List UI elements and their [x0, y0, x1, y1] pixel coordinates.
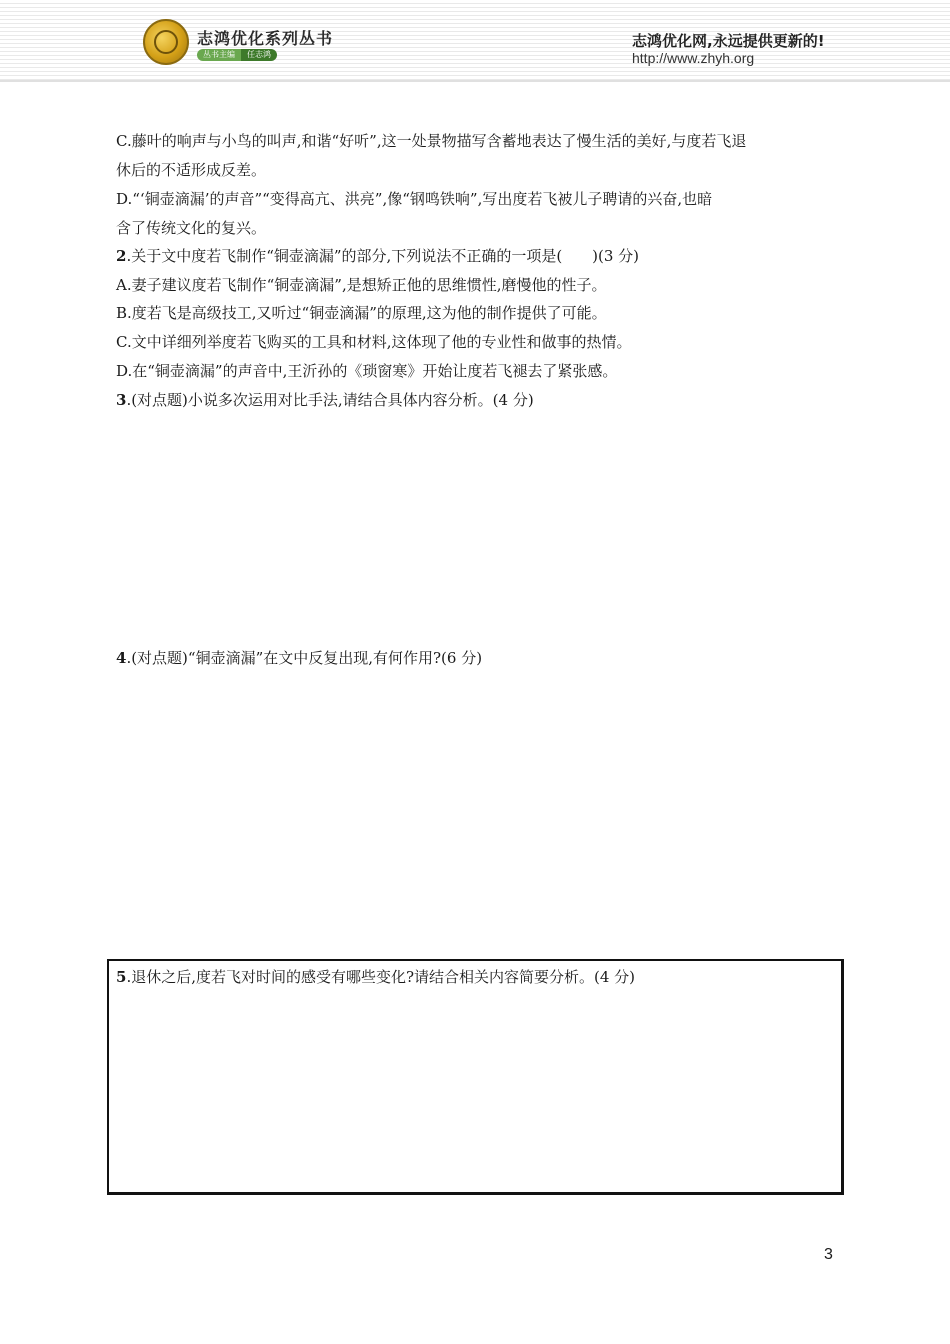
- editor-label: 丛书主编: [197, 49, 241, 61]
- question-number: 5: [116, 968, 127, 986]
- question-3-text: .(对点题)小说多次运用对比手法,请结合具体内容分析。(4 分): [126, 391, 534, 409]
- question-5-answer-box[interactable]: [107, 959, 844, 1195]
- question-4-text: .(对点题)“铜壶滴漏”在文中反复出现,有何作用?(6 分): [126, 649, 483, 667]
- site-url-link[interactable]: http://www.zhyh.org: [632, 50, 755, 66]
- question-5: [116, 967, 635, 987]
- question-2-text: .关于文中度若飞制作“铜壶滴漏”的部分,下列说法不正确的一项是( )(3 分): [126, 247, 640, 265]
- series-logo-icon: [143, 19, 189, 65]
- question-5-text: .退休之后,度若飞对时间的感受有哪些变化?请结合相关内容简要分析。(4 分): [126, 968, 636, 986]
- option-c-line-1: C.藤叶的响声与小鸟的叫声,和谐“好听”,这一处景物描写含蓄地表达了慢生活的美好,与度若飞退: [116, 132, 747, 150]
- question-2-option-d: D.在“铜壶滴漏”的声音中,王沂孙的《琐窗寒》开始让度若飞褪去了紧张感。: [116, 362, 618, 380]
- question-3: [116, 390, 534, 410]
- question-2: [116, 246, 639, 266]
- question-4: [116, 648, 482, 668]
- page-number: 3: [824, 1246, 833, 1263]
- question-number: 4: [116, 649, 127, 667]
- question-2-option-a: A.妻子建议度若飞制作“铜壶滴漏”,是想矫正他的思维惯性,磨慢他的性子。: [116, 276, 607, 294]
- site-slogan: 志鸿优化网,永远提供更新的!: [632, 32, 825, 50]
- series-title: 志鸿优化系列丛书: [197, 29, 334, 48]
- question-number: 3: [116, 391, 127, 409]
- option-c-line-2: 休后的不适形成反差。: [116, 161, 267, 179]
- option-d-line-1: D.“‘铜壶滴漏’的声音”“变得高亢、洪亮”,像“钢鸣铁响”,写出度若飞被儿子聘请的兴奋,也暗: [116, 190, 713, 208]
- option-d-line-2: 含了传统文化的复兴。: [116, 219, 267, 237]
- question-number: 2: [116, 247, 127, 265]
- header-divider: [0, 80, 950, 82]
- editor-name: 任志鸿: [241, 49, 277, 61]
- question-2-option-b: B.度若飞是高级技工,又听过“铜壶滴漏”的原理,这为他的制作提供了可能。: [116, 304, 607, 322]
- editor-badge: [197, 49, 277, 61]
- question-2-option-c: C.文中详细列举度若飞购买的工具和材料,这体现了他的专业性和做事的热情。: [116, 333, 632, 351]
